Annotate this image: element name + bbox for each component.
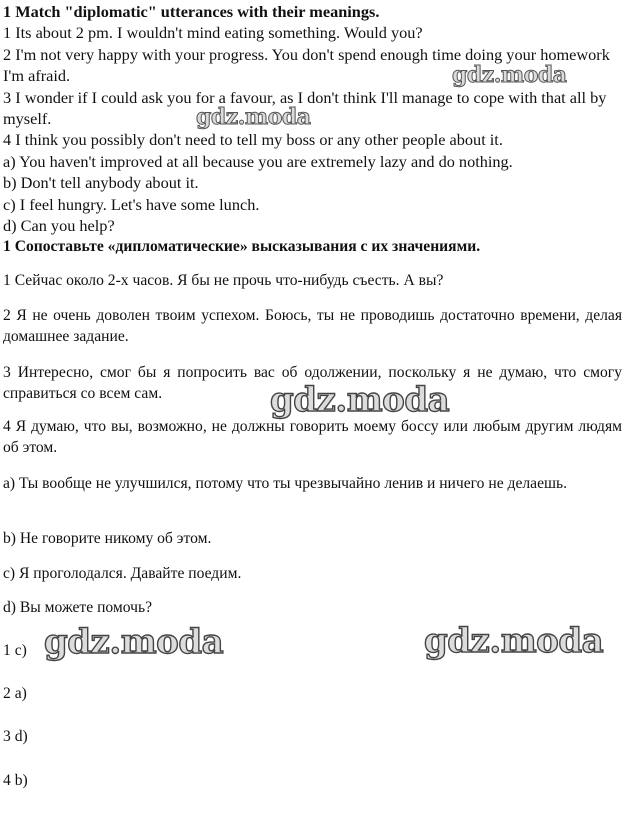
english-meaning-c: c) I feel hungry. Let's have some lunch.: [3, 194, 260, 214]
russian-utterance-1-block: [3, 270, 622, 291]
russian-meaning-b: b) Не говорите никому об этом.: [3, 530, 212, 547]
russian-meaning-a: а) Ты вообще не улучшился, потому что ты чрезвычайно ленив и ничего не делаешь.: [3, 475, 568, 492]
english-meaning-b: b) Don't tell anybody about it.: [3, 173, 199, 193]
russian-title-block: [3, 236, 622, 257]
answer-1: 1 c): [3, 642, 27, 659]
english-utterance-1: 1 Its about 2 pm. I wouldn't mind eating something. Would you?: [3, 23, 423, 43]
watermark: gdz.moda: [270, 380, 450, 420]
answer-2: 2 a): [3, 685, 27, 702]
russian-meaning-a-block: [3, 473, 622, 494]
russian-meaning-b-block: [3, 528, 622, 549]
english-utterance-2: 2 I'm not very happy with your progress. You don't spend enough time doing your homework I'm afraid.: [3, 44, 610, 86]
english-exercise: [3, 1, 631, 236]
watermark: gdz.moda: [44, 622, 224, 662]
english-utterance-4: 4 I think you possibly don't need to tell my boss or any other people about it.: [3, 130, 503, 150]
russian-meaning-c-block: [3, 563, 622, 584]
russian-utterance-2: 2 Я не очень доволен твоим успехом. Боюсь, ты не проводишь достаточно времени, делая домашнее задание.: [3, 307, 622, 345]
russian-utterance-1: 1 Сейчас около 2-х часов. Я бы не прочь что-нибудь съесть. А вы?: [3, 272, 444, 289]
russian-title: 1 Сопоставьте «дипломатические» высказывания с их значениями.: [3, 238, 481, 255]
russian-utterance-4-block: [3, 416, 622, 458]
russian-meaning-d-block: [3, 597, 622, 618]
russian-meaning-d: d) Вы можете помочь?: [3, 599, 153, 616]
russian-utterance-3: 3 Интересно, смог бы я попросить вас об одолжении, поскольку я не думаю, что смогу справиться со всем сам.: [3, 364, 622, 402]
watermark: gdz.moda: [452, 62, 567, 88]
english-meaning-d: d) Can you help?: [3, 216, 115, 236]
english-utterance-3: 3 I wonder if I could ask you for a favour, as I don't think I'll manage to cope with that all by myself.: [3, 87, 607, 129]
answer-4: 4 b): [3, 772, 28, 789]
english-title: 1 Match "diplomatic" utterances with their meanings.: [3, 2, 380, 21]
english-meaning-a: a) You haven't improved at all because you are extremely lazy and do nothing.: [3, 151, 513, 171]
russian-meaning-c: с) Я проголодался. Давайте поедим.: [3, 565, 242, 582]
russian-utterance-2-block: [3, 305, 622, 347]
answer-3: 3 d): [3, 728, 28, 745]
russian-utterance-4: 4 Я думаю, что вы, возможно, не должны говорить моему боссу или любым другим людям об этом.: [3, 418, 622, 456]
watermark: gdz.moda: [424, 621, 604, 661]
watermark: gdz.moda: [196, 104, 311, 130]
